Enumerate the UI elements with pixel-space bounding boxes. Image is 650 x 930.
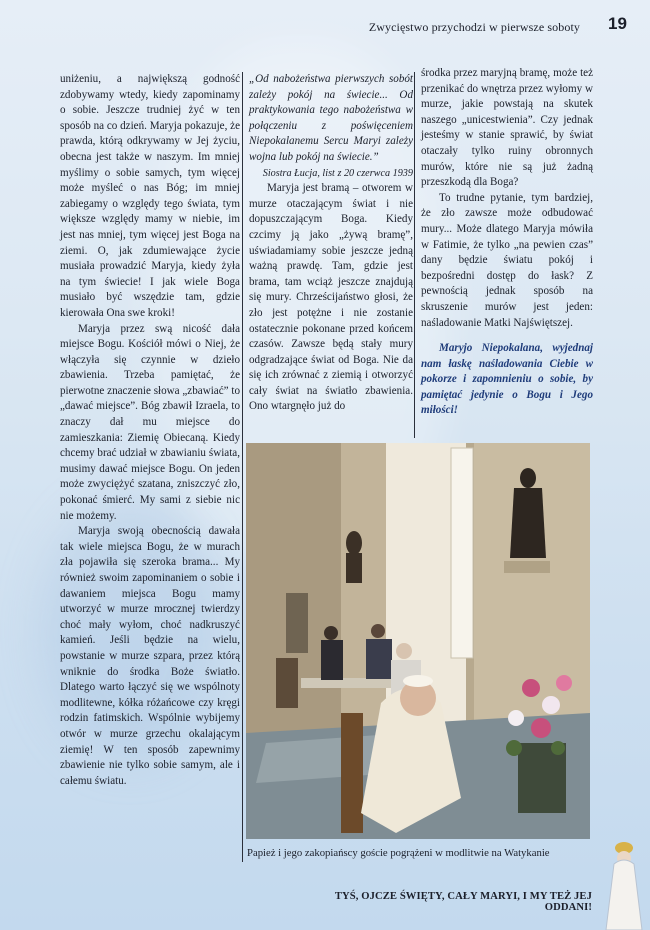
paragraph: uniżeniu, a największą godność zdobywamy wtedy, kiedy zapominamy o sobie. Jeszcze trudniej żyć w ten sposób na co dzień. Maryja pokazuje, że prawda, którą odkrywamy w Jej życiu, obecna jest także w naszym. Im mniej myślimy o sobie samych, tym więcej może myśleć o nas Bóg; im mniej zabiegamy o względy tego świata, tym większe względy mamy w niebie, im jest nas mniej, tym więcej jest Boga na ziemi. O, jak zdumiewające życie musiała prowadzić Maryja, kiedy żyła na tym świecie! I jak wiele Boga musiało być wszędzie tam, gdzie kierowała Ona swe kroki! xyxy=(60,73,240,319)
stained-glass-window xyxy=(451,448,473,658)
chair xyxy=(341,713,363,833)
flower xyxy=(508,710,524,726)
article-column-left xyxy=(60,72,240,789)
guest-head xyxy=(324,626,338,640)
footer-slogan: TYŚ, OJCZE ŚWIĘTY, CAŁY MARYI, I MY TEŻ JEJ ODDANI! xyxy=(334,891,592,913)
photo-caption: Papież i jego zakopiańscy goście pogrążeni w modlitwie na Watykanie xyxy=(247,847,550,859)
running-header: Zwycięstwo przychodzi w pierwsze soboty xyxy=(368,20,580,34)
kneeler xyxy=(276,658,298,708)
column-divider xyxy=(242,72,243,862)
pew xyxy=(301,678,401,688)
quote-source: Siostra Łucja, list z 20 czerwca 1939 xyxy=(262,167,413,179)
wall-niche xyxy=(286,593,308,653)
guest xyxy=(366,639,392,679)
pull-quote: „Od nabożeństwa pierwszych sobót zależy pokój na świecie... Od praktykowania tego nabożeństwa w połączeniu z poświęceniem Niepokalanemu Sercu Maryi zależy wojna lub pokój na świecie.” xyxy=(249,73,413,163)
flower xyxy=(531,718,551,738)
pillar xyxy=(341,443,386,743)
chapel-photo xyxy=(246,443,590,839)
guest-head xyxy=(396,643,412,659)
zucchetto xyxy=(403,675,433,687)
paragraph: To trudne pytanie, tym bardziej, że zło zawsze może odbudować mury... Może dlatego Maryja mówiła w Fatimie, że tylko „na pewien czas” dany będzie światu pokój i bezpośredni dostęp do łask? Z pewnością jednak sposób na skruszenie murów jest jeden: naśladowanie Matki Najświętszej. xyxy=(421,191,593,329)
paragraph: Maryja swoją obecnością dawała tak wiele miejsca Bogu, że w murach zła pojawiła się szeroka brama... My również swoim zapominaniem o sobie i dawaniem miejsca Bogu mamy utworzyć w murze mrocznej twierdzy choć mały wyłom, choć nadkruszyć kamień. Jeśli będzie na wielu, powstanie w murze szpara, przez którą wniknie do środka Boże światło. Dlatego warto łączyć się we wspólnoty modlitewne, kółka różańcowe czy kręgi rodzin fatimskich. Wspólnie wybijemy otwór w murze grzechu okalającym ziemię! W ten sposób zapewnimy zbawienie nie tylko sobie samym, ale i całemu światu. xyxy=(60,525,240,787)
leaves xyxy=(551,741,565,755)
guest-head xyxy=(371,624,385,638)
flower xyxy=(556,675,572,691)
leaves xyxy=(506,740,522,756)
article-column-middle xyxy=(249,72,413,415)
page-number: 19 xyxy=(608,14,627,33)
flower xyxy=(522,679,540,697)
paragraph: Maryja przez swą nicość dała miejsce Bogu. Kościół mówi o Niej, że włączyła się czynnie w dzieło zbawienia. Trzeba pamiętać, że pierwotne znaczenie słowa „zbawiać” to „dawać miejsce”. Bóg zbawił Izraela, to znaczy dał mu miejsce do zamieszkania: Ziemię Obiecaną. Kiedy chcemy brać udział w zbawianiu świata, musimy dawać miejsce Bogu. On jeden może zwyciężyć szatana, zniszczyć zło, pokonać śmierć. My sami z siebie nic nie możemy. xyxy=(60,322,240,522)
closing-prayer: Maryjo Niepokalana, wyjednaj nam łaskę naśladowania Ciebie w pokorze i zapomnieniu o sobie, by pamiętać jedynie o Bogu i Jego miłości! xyxy=(421,342,593,417)
guest xyxy=(321,640,343,680)
flower xyxy=(542,696,560,714)
paragraph: Maryja jest bramą – otworem w murze otaczającym świat i nie dopuszczającym Boga. Kiedy czcimy ją jako „żywą bramę”, uświadamiamy sobie jeszcze jedną ważną prawdę. Tam, gdzie jest brama, tam wciąż jeszcze znajdują się mury. Chrześcijaństwo głosi, że zło jest potężne i nie zostanie ostatecznie pokonane przed końcem czasów. Zawsze będą stały mury odgradzające świat od Boga. Nie da się ich zrównać z ziemią i otworzyć cały świat na światło zbawienia. Ono wtargnęło już do xyxy=(249,182,413,413)
statue-pedestal xyxy=(504,561,550,573)
statue-head xyxy=(520,468,536,488)
photo-illustration xyxy=(246,443,590,839)
article-column-right xyxy=(421,66,593,419)
our-lady-of-fatima-figure xyxy=(602,834,648,930)
statue-head xyxy=(346,531,362,555)
statue xyxy=(346,553,362,583)
paragraph: środka przez maryjną bramę, może też przenikać do wnętrza przez wyłomy w murze, jakie powstają na skutek naszego „unicestwienia”. Czy jednak jesteśmy w stanie sprawić, by świat otaczały tylko ruiny obronnych murów, które nie są już żadną przeszkodą dla Boga? xyxy=(421,67,593,189)
statue xyxy=(510,488,546,558)
column-divider xyxy=(414,72,415,438)
figure-mantle xyxy=(606,860,642,930)
